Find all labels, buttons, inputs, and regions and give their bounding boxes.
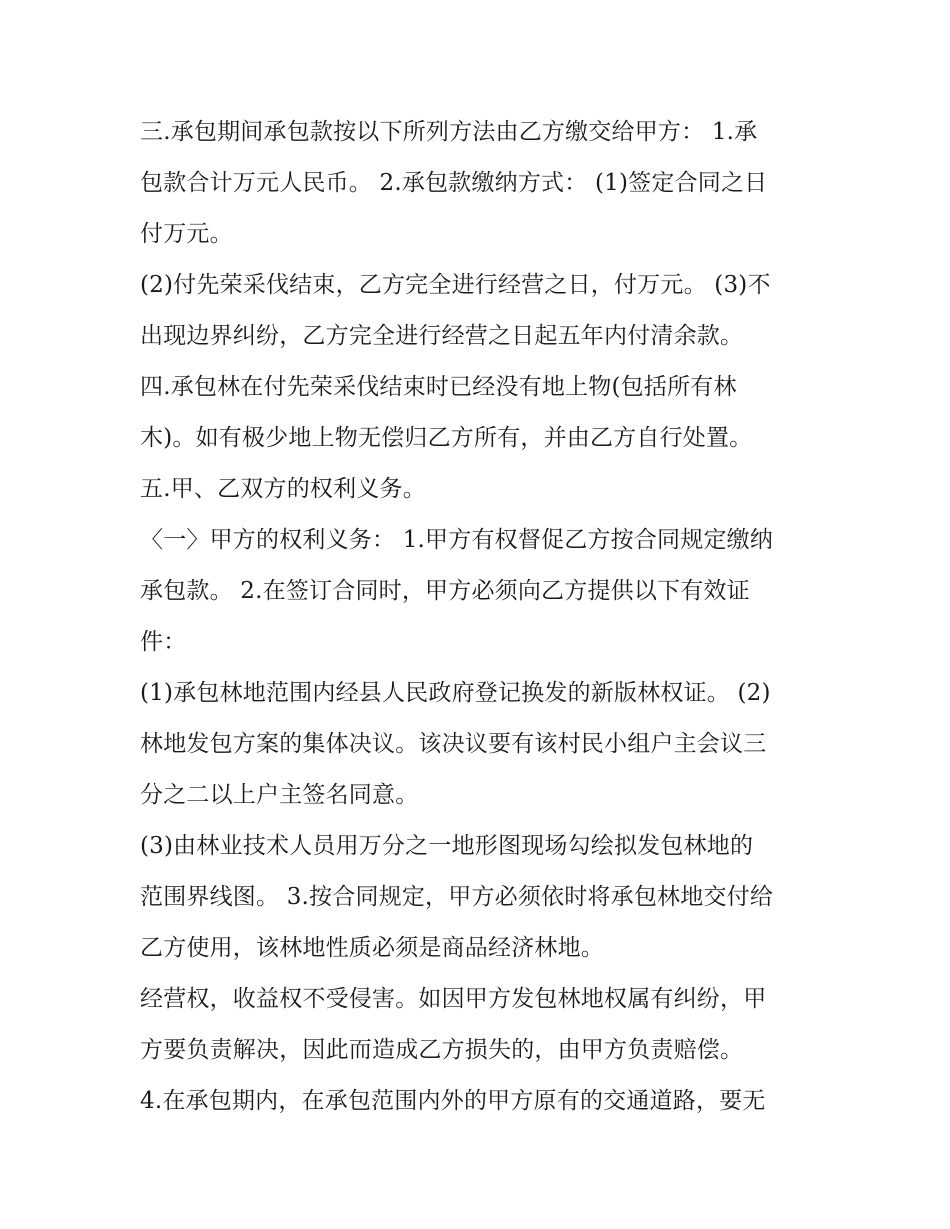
text-line: 木)。如有极少地上物无偿归乙方所有，并由乙方自行处置。: [140, 425, 753, 451]
text-line: 〈一〉甲方的权利义务： 1.甲方有权督促乙方按合同规定缴纳: [140, 527, 774, 553]
text-line: (2)付先荣采伐结束，乙方完全进行经营之日，付万元。 (3)不: [140, 272, 771, 298]
text-line: 付万元。: [140, 221, 233, 247]
text-line: 分之二以上户主签名同意。: [140, 782, 419, 808]
text-line: (1)承包林地范围内经县人民政府登记换发的新版林权证。 (2): [140, 680, 771, 706]
text-line: 件：: [140, 629, 187, 655]
text-line: 方要负责解决，因此而造成乙方损失的，由甲方负责赔偿。: [140, 1037, 744, 1063]
text-line: 五.甲、乙双方的权利义务。: [140, 476, 426, 502]
text-line: 林地发包方案的集体决议。该决议要有该村民小组户主会议三: [140, 731, 767, 757]
text-line: 包款合计万元人民币。 2.承包款缴纳方式： (1)签定合同之日: [140, 170, 768, 196]
text-line: 承包款。 2.在签订合同时，甲方必须向乙方提供以下有效证: [140, 578, 750, 604]
text-line: 四.承包林在付先荣采伐结束时已经没有地上物(包括所有林: [140, 374, 737, 400]
text-line: 出现边界纠纷，乙方完全进行经营之日起五年内付清余款。: [140, 323, 744, 349]
text-line: 范围界线图。 3.按合同规定，甲方必须依时将承包林地交付给: [140, 884, 774, 910]
text-line: 三.承包期间承包款按以下所列方法由乙方缴交给甲方： 1.承: [140, 119, 758, 145]
text-line: 4.在承包期内，在承包范围内外的甲方原有的交通道路，要无: [140, 1088, 766, 1114]
text-line: 乙方使用，该林地性质必须是商品经济林地。: [140, 935, 604, 961]
document-body: [140, 107, 820, 1127]
text-line: (3)由林业技术人员用万分之一地形图现场勾绘拟发包林地的: [140, 833, 754, 859]
text-line: 经营权，收益权不受侵害。如因甲方发包林地权属有纠纷，甲: [140, 986, 767, 1012]
